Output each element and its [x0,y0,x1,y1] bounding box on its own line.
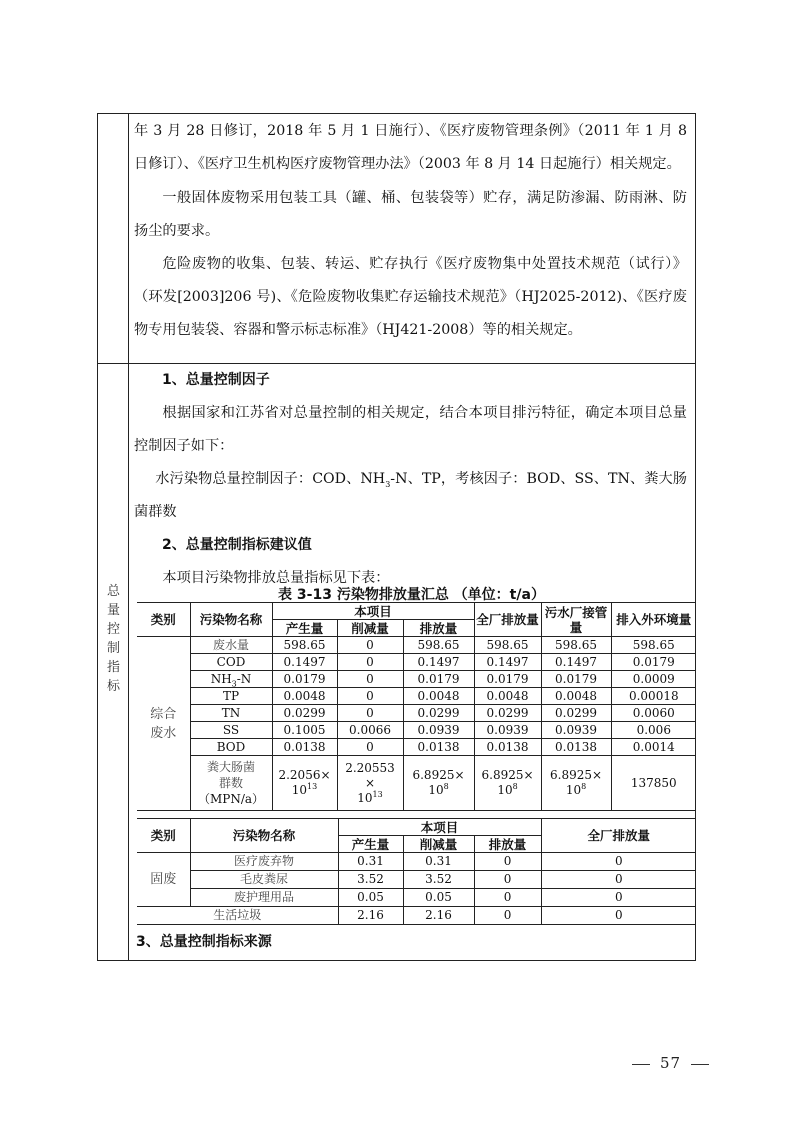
regulations-section [134,115,687,347]
cell-produced: 0.05 [338,889,403,907]
cell-plant-total: 0 [541,871,696,889]
pollutant-name: $NH_3-N$ [190,671,272,688]
text: 2.20553 [345,760,395,775]
cell-discharged: 0.0179 [403,671,474,688]
side-label-char: 控 [106,622,120,637]
text: -N、TP，考核因子：BOD、SS、TN、粪大肠菌群数 [134,471,687,520]
cell-produced: 0.0179 [272,671,337,688]
text: 群数 [218,776,243,790]
column-divider [128,114,129,960]
cell-wwtp-intake [541,756,611,811]
cell-produced: 0.1497 [272,654,337,671]
table-row [137,671,696,688]
paragraph: 一般固体废物采用包装工具（罐、桶、包装袋等）贮存，满足防渗漏、防雨淋、防扬尘的要求。 [134,190,687,239]
cell-discharged: 0.1497 [403,654,474,671]
side-label-char: 制 [106,641,120,656]
paragraph: 年 3 月 28 日修订，2018 年 5 月 1 日施行）、《医疗废物管理条例》（2011 年 1 月 8 日修订）、《医疗卫生机构医疗废物管理办法》（2003 年 8 月 14 日起施行）相关规定。 [134,123,687,172]
total-control-section [134,364,687,595]
emissions-table-wastewater [137,602,696,811]
cell-wwtp-intake: 0.0299 [541,705,611,722]
cell-plant-total: 0.0299 [474,705,541,722]
text: 6.8925× [481,768,534,782]
emissions-table-solid-waste [137,818,696,925]
header-project: 本项目 [272,603,474,620]
cell-plant-total: 0.0179 [474,671,541,688]
header-to-environment: 排入外环境量 [611,603,696,637]
cell-produced: 0.0048 [272,688,337,705]
pollutant-name: SS [190,722,272,739]
cell-wwtp-intake: 0.1497 [541,654,611,671]
cell-discharged [403,756,474,811]
cell-wwtp-intake: 0.0939 [541,722,611,739]
pollutant-name: 生活垃圾 [137,907,338,925]
cell-to-environment: 0.0060 [611,705,696,722]
side-label-char: 总 [106,584,120,599]
group-label: 固废 [137,853,190,907]
cell-to-environment: 0.0009 [611,671,696,688]
section-heading: 3、总量控制指标来源 [136,934,272,950]
table-row [137,688,696,705]
cell-plant-total: 0 [541,853,696,871]
header-pollutant: 污染物名称 [190,603,272,637]
table-row-coliform [137,756,696,811]
page-number: 57 [660,1054,682,1072]
header-reduced: 削减量 [403,836,474,853]
cell-discharged: 0 [474,853,541,871]
cell-produced: 0.31 [338,853,403,871]
cell-discharged: 0.0138 [403,739,474,756]
text: 10 [428,783,444,797]
pollutant-name: TP [190,688,272,705]
header-produced: 产生量 [272,620,337,637]
text: 2.2056× [278,768,331,782]
cell-produced: 0.0299 [272,705,337,722]
header-category: 类别 [137,819,190,853]
text: 6.8925× [550,768,603,782]
cell-wwtp-intake: 0.0138 [541,739,611,756]
side-label-total-control [98,582,129,696]
pollutant-name: 废水量 [190,637,272,654]
cell-to-environment: 137850 [611,756,696,811]
cell-reduced: 0.31 [403,853,474,871]
text [404,783,474,798]
cell-reduced: 0 [337,705,403,722]
cell-plant-total: 0.0939 [474,722,541,739]
cell-reduced: 0 [337,739,403,756]
cell-produced: 2.16 [338,907,403,925]
cell-produced [272,756,337,811]
cell-discharged: 0.0299 [403,705,474,722]
header-category: 类别 [137,603,190,637]
table-row [137,654,696,671]
pollutant-name: BOD [190,739,272,756]
cell-to-environment: 598.65 [611,637,696,654]
header-discharged: 排放量 [403,620,474,637]
cell-wwtp-intake: 0.0048 [541,688,611,705]
cell-wwtp-intake: 0.0179 [541,671,611,688]
table-row [137,889,696,907]
text: 10 [291,783,308,797]
exponent: 8 [443,782,449,791]
cell-discharged: 0 [474,889,541,907]
text [338,791,403,806]
pollutant-name: 毛皮粪尿 [190,871,338,889]
text: × [364,775,376,790]
paragraph: 根据国家和江苏省对总量控制的相关规定，结合本项目排污特征，确定本项目总量控制因子如下： [134,405,687,454]
header-plant-total: 全厂排放量 [541,819,696,853]
text: 水污染物总量控制因子：COD、NH [155,471,386,487]
exponent: 13 [372,789,383,799]
document-frame [97,113,696,961]
table-row [137,722,696,739]
cell-produced: 598.65 [272,637,337,654]
text: 6.8925× [412,768,465,782]
side-label-char: 指 [106,660,120,675]
text: 粪大肠菌 [206,760,255,774]
cell-plant-total: 0 [541,889,696,907]
group-label [137,637,190,811]
cell-plant-total [474,756,541,811]
table-row [137,871,696,889]
header-reduced: 削减量 [337,620,403,637]
paragraph: 本项目污染物排放总量指标见下表： [162,570,390,586]
text: 10 [497,783,513,797]
pollutant-name: COD [190,654,272,671]
side-label-char: 量 [106,603,120,618]
table-row [137,637,696,654]
cell-to-environment: 0.00018 [611,688,696,705]
cell-discharged: 0 [474,871,541,889]
exponent: 8 [581,782,587,791]
cell-to-environment: 0.006 [611,722,696,739]
cell-plant-total: 0.1497 [474,654,541,671]
cell-reduced [337,756,403,811]
pollutant-name: TN [190,705,272,722]
exponent: 8 [512,782,518,791]
header-produced: 产生量 [338,836,403,853]
text: 10 [565,783,582,797]
pollutant-name: 医疗废弃物 [190,853,338,871]
header-project: 本项目 [338,819,541,836]
subscript: 3 [385,479,391,489]
cell-discharged: 0.0048 [403,688,474,705]
cell-reduced: 0 [337,654,403,671]
table-row [137,705,696,722]
cell-plant-total: 0.0048 [474,688,541,705]
text [542,783,611,798]
cell-to-environment: 0.0179 [611,654,696,671]
header-discharged: 排放量 [474,836,541,853]
text [475,783,541,798]
cell-reduced: 3.52 [403,871,474,889]
cell-reduced: 0 [337,671,403,688]
text [273,783,337,798]
cell-plant-total: 598.65 [474,637,541,654]
table-caption: 表 3-13 污染物排放量汇总 （单位：t/a） [278,587,545,603]
cell-wwtp-intake: 598.65 [541,637,611,654]
paragraph [134,463,687,529]
table-row [137,907,696,925]
header-plant-total: 全厂排放量 [474,603,541,637]
section-heading: 2、总量控制指标建议值 [162,537,312,553]
cell-reduced: 0 [337,637,403,654]
paragraph: 危险废物的收集、包装、转运、贮存执行《医疗废物集中处置技术规范（试行）》（环发[2003]206 号)、《危险废物收集贮存运输技术规范》（HJ2025-2012)、《医疗废物专用包装袋、容器和警示标志标准》（HJ421-2008）等的相关规定。 [134,256,687,338]
table-row [137,739,696,756]
pollutant-name: 废护理用品 [190,889,338,907]
side-label-char: 标 [106,679,120,694]
group-label-text: 综合废水 [150,706,177,741]
cell-reduced: 0 [337,688,403,705]
footer-dash [691,1064,709,1065]
cell-discharged: 0.0939 [403,722,474,739]
section-heading: 1、总量控制因子 [162,372,270,388]
cell-produced: 0.1005 [272,722,337,739]
cell-to-environment: 0.0014 [611,739,696,756]
cell-produced: 0.0138 [272,739,337,756]
exponent: 13 [307,782,318,791]
cell-discharged: 598.65 [403,637,474,654]
table-row [137,853,696,871]
text: （MPN/a） [197,792,265,806]
cell-discharged: 0 [474,907,541,925]
header-pollutant: 污染物名称 [190,819,338,853]
cell-reduced: 2.16 [403,907,474,925]
text: 10 [357,790,373,805]
cell-reduced: 0.0066 [337,722,403,739]
footer-dash [632,1064,650,1065]
cell-reduced: 0.05 [403,889,474,907]
pollutant-name [190,756,272,811]
cell-plant-total: 0 [541,907,696,925]
header-wwtp-intake: 污水厂接管量 [541,603,611,637]
page-footer [622,1054,719,1072]
cell-plant-total: 0.0138 [474,739,541,756]
cell-produced: 3.52 [338,871,403,889]
